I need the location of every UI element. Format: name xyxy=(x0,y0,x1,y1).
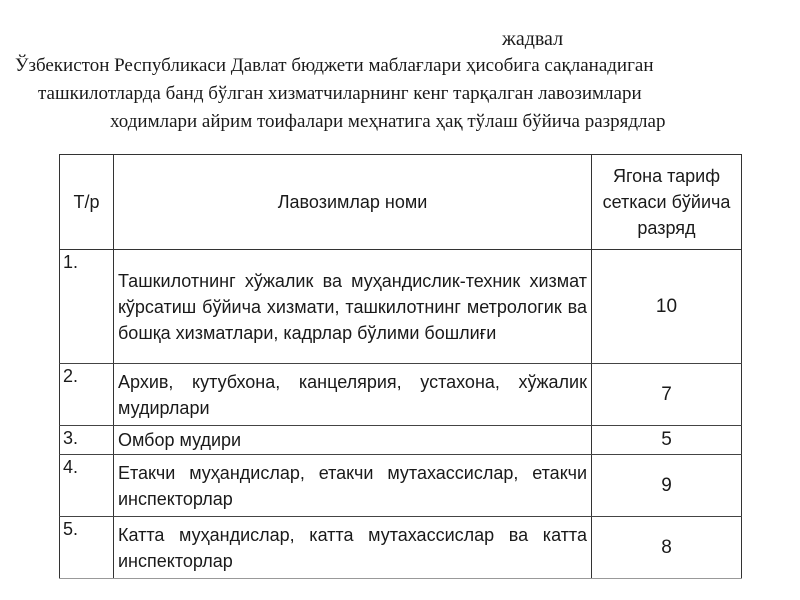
row-grade: 9 xyxy=(592,455,742,517)
row-name: Катта муҳандислар, катта мутахассислар ва катта инспекторлар xyxy=(114,517,592,579)
row-name: Омбор мудири xyxy=(114,426,592,455)
positions-table-container xyxy=(59,154,741,579)
title-line-1: Ўзбекистон Республикаси Давлат бюджети маблағлари ҳисобига сақланадиган xyxy=(15,55,654,76)
table-label: жадвал xyxy=(502,28,564,50)
row-num: 1. xyxy=(60,250,114,364)
header-num: Т/р xyxy=(60,155,114,250)
row-grade: 8 xyxy=(592,517,742,579)
header-grade: Ягона тариф сеткаси бўйича разряд xyxy=(592,155,742,250)
table-row xyxy=(60,455,742,517)
row-name: Архив, кутубхона, канцелярия, устахона, хўжалик мудирлари xyxy=(114,364,592,426)
title-line-2: ташкилотларда банд бўлган хизматчиларнинг кенг тарқалган лавозимлари xyxy=(38,83,642,104)
table-row xyxy=(60,364,742,426)
row-num: 4. xyxy=(60,455,114,517)
row-grade: 5 xyxy=(592,426,742,455)
table-header-row xyxy=(60,155,742,250)
table-row xyxy=(60,426,742,455)
table-row xyxy=(60,517,742,579)
title-line-3: ходимлари айрим тоифалари меҳнатига ҳақ тўлаш бўйича разрядлар xyxy=(110,111,666,132)
row-name: Ташкилотнинг хўжалик ва муҳандислик-техник хизмат кўрсатиш бўйича хизмати, ташкилотнинг метрологик ва бошқа хизматлари, кадрлар бўлими бошлиғи xyxy=(114,250,592,364)
row-name: Етакчи муҳандислар, етакчи мутахассислар, етакчи инспекторлар xyxy=(114,455,592,517)
row-num: 2. xyxy=(60,364,114,426)
row-grade: 10 xyxy=(592,250,742,364)
row-num: 3. xyxy=(60,426,114,455)
table-row xyxy=(60,250,742,364)
row-grade: 7 xyxy=(592,364,742,426)
positions-table xyxy=(59,154,742,579)
row-num: 5. xyxy=(60,517,114,579)
header-name: Лавозимлар номи xyxy=(114,155,592,250)
